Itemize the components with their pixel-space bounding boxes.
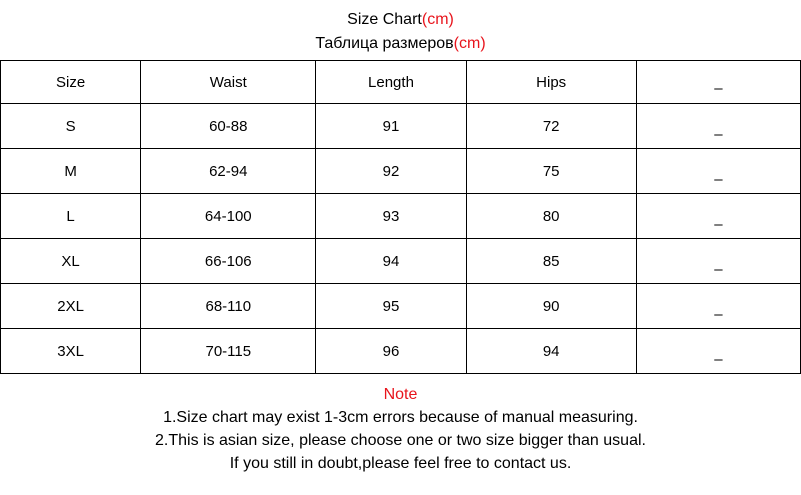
table-row: [1, 329, 801, 374]
header-cell-length: Length: [316, 61, 466, 104]
title-russian-unit: (cm): [453, 35, 486, 52]
cell-extra: [636, 149, 800, 194]
cell-extra: [636, 329, 800, 374]
cell-hips: 94: [466, 329, 636, 374]
note-heading: Note: [383, 386, 418, 403]
dash-mark: –: [714, 79, 723, 97]
header-cell-extra: [636, 61, 800, 104]
cell-length: 91: [316, 104, 466, 149]
cell-length: 94: [316, 239, 466, 284]
dash-mark: –: [714, 350, 723, 368]
table-row: [1, 104, 801, 149]
cell-extra: [636, 104, 800, 149]
cell-size: XL: [1, 239, 141, 284]
dash-mark: –: [714, 260, 723, 278]
table-row: [1, 194, 801, 239]
dash-mark: –: [714, 305, 723, 323]
note-line-3: If you still in doubt,please feel free to contact us.: [229, 455, 572, 472]
cell-waist: 60-88: [141, 104, 316, 149]
dash-mark: –: [714, 215, 723, 233]
cell-waist: 62-94: [141, 149, 316, 194]
cell-size: L: [1, 194, 141, 239]
title-english-text: Size Chart: [347, 11, 422, 28]
cell-hips: 90: [466, 284, 636, 329]
cell-hips: 72: [466, 104, 636, 149]
title-russian: [0, 32, 801, 56]
cell-length: 96: [316, 329, 466, 374]
dash-mark: –: [714, 170, 723, 188]
cell-extra: [636, 239, 800, 284]
title-english-unit: (cm): [421, 11, 454, 28]
note-line-2: 2.This is asian size, please choose one or two size bigger than usual.: [155, 432, 646, 449]
cell-length: 95: [316, 284, 466, 329]
table-header-row: [1, 61, 801, 104]
table-row: [1, 239, 801, 284]
cell-extra: [636, 194, 800, 239]
cell-size: 3XL: [1, 329, 141, 374]
cell-length: 92: [316, 149, 466, 194]
header-cell-hips: Hips: [466, 61, 636, 104]
title-russian-text: Таблица размеров: [315, 35, 454, 52]
cell-waist: 68-110: [141, 284, 316, 329]
cell-hips: 85: [466, 239, 636, 284]
dash-mark: –: [714, 125, 723, 143]
note-line-1: 1.Size chart may exist 1-3cm errors because of manual measuring.: [163, 409, 638, 426]
table-row: [1, 284, 801, 329]
cell-hips: 80: [466, 194, 636, 239]
cell-extra: [636, 284, 800, 329]
cell-size: 2XL: [1, 284, 141, 329]
cell-length: 93: [316, 194, 466, 239]
cell-size: S: [1, 104, 141, 149]
cell-waist: 70-115: [141, 329, 316, 374]
table-row: [1, 149, 801, 194]
header-cell-waist: Waist: [141, 61, 316, 104]
cell-hips: 75: [466, 149, 636, 194]
title-english: [0, 8, 801, 32]
note-block: [0, 374, 801, 475]
cell-size: M: [1, 149, 141, 194]
cell-waist: 66-106: [141, 239, 316, 284]
size-chart-table: [0, 60, 801, 374]
header-cell-size: Size: [1, 61, 141, 104]
cell-waist: 64-100: [141, 194, 316, 239]
title-block: [0, 0, 801, 56]
